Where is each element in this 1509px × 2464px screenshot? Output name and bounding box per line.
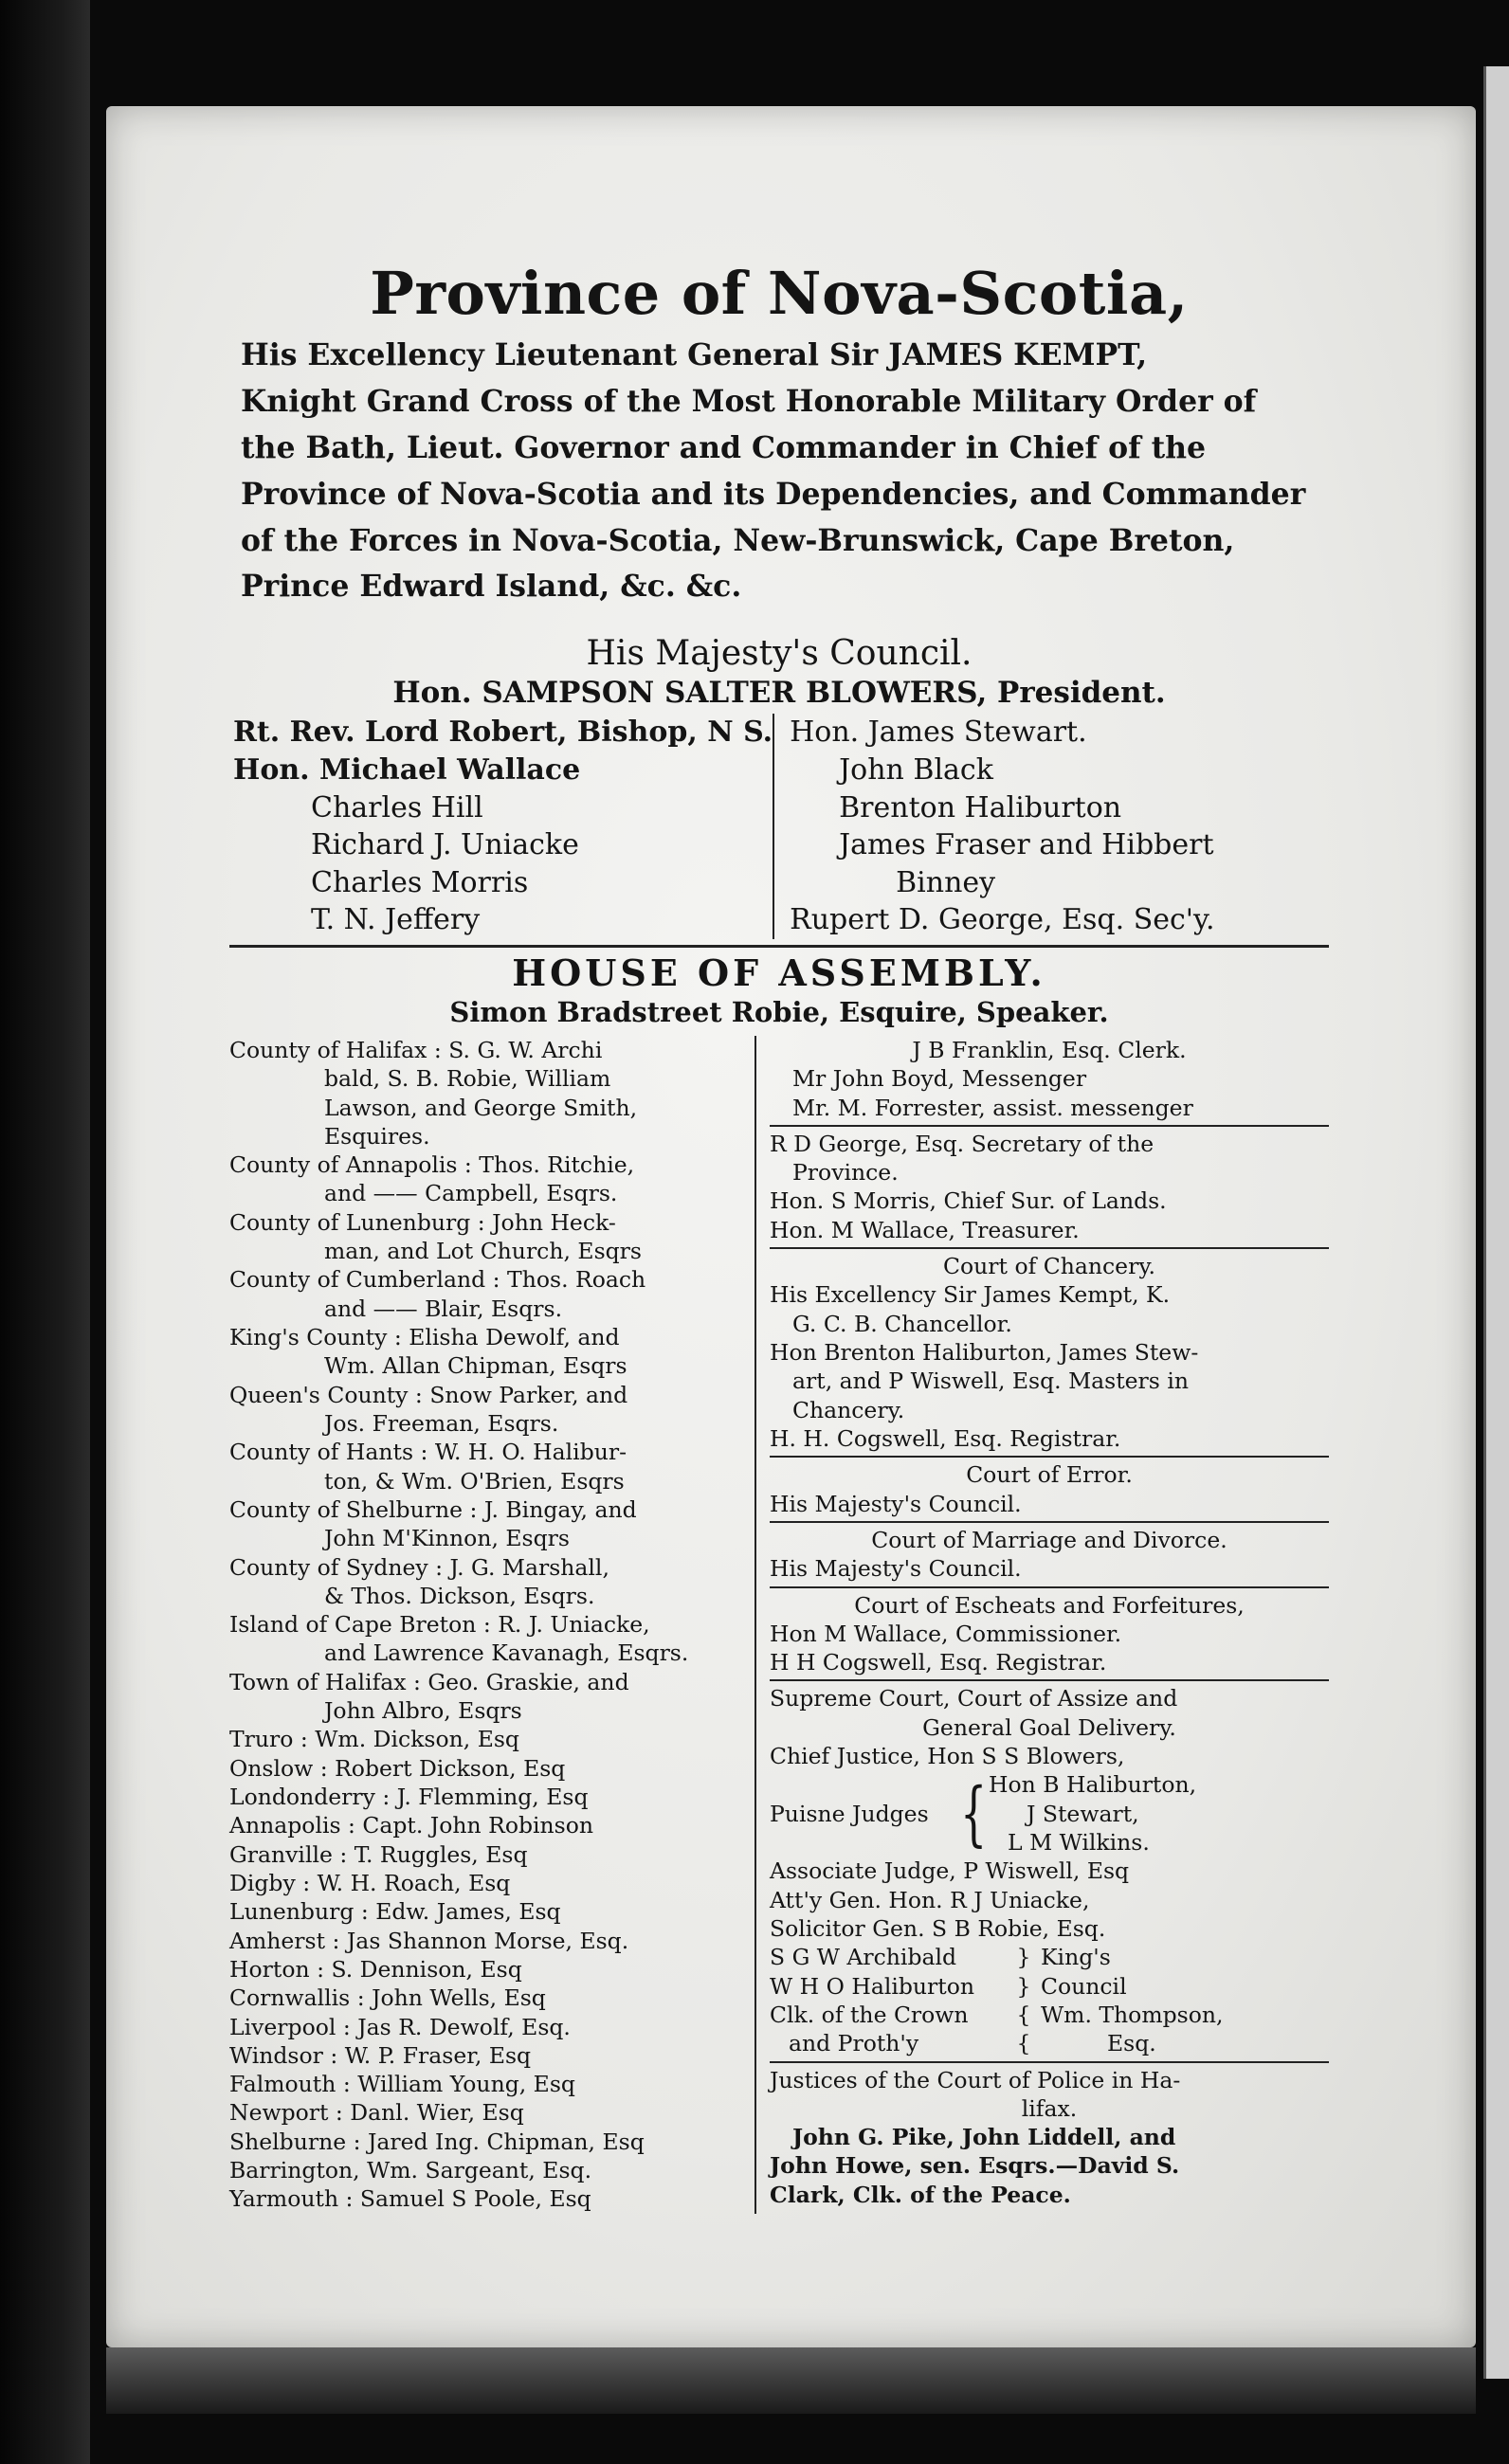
section-divider bbox=[229, 945, 1329, 948]
council-right-column bbox=[773, 714, 1329, 939]
member-line-continued: Wm. Allan Chipman, Esqrs bbox=[324, 1352, 627, 1380]
member-line: County of Cumberland : Thos. Roach bbox=[229, 1266, 646, 1294]
council-title: His Majesty's Council. bbox=[586, 634, 973, 674]
member-line: Newport : Danl. Wier, Esq bbox=[229, 2099, 524, 2127]
assembly-member-entry bbox=[229, 1725, 743, 1753]
member-line: County of Shelburne : J. Bingay, and bbox=[229, 1495, 637, 1523]
page-title: Province of Nova-Scotia, bbox=[370, 259, 1189, 328]
member-line: Queen's County : Snow Parker, and bbox=[229, 1381, 628, 1408]
officers-column bbox=[754, 1036, 1329, 2214]
member-line-continued: John M'Kinnon, Esqrs bbox=[324, 1525, 570, 1552]
officer-line: Att'y Gen. Hon. R J Uniacke, bbox=[770, 1886, 1090, 1913]
officer-line: Solicitor Gen. S B Robie, Esq. bbox=[770, 1914, 1106, 1942]
member-line: Barrington, Wm. Sargeant, Esq. bbox=[229, 2157, 592, 2184]
member-line: Onslow : Robert Dickson, Esq bbox=[229, 1754, 566, 1782]
court-title: lifax. bbox=[1021, 2094, 1078, 2122]
council-member: Charles Hill bbox=[311, 790, 483, 824]
divider bbox=[770, 1125, 1329, 1127]
member-line: Annapolis : Capt. John Robinson bbox=[229, 1812, 593, 1839]
row-left: and Proth'y bbox=[789, 2030, 919, 2057]
member-line: King's County : Elisha Dewolf, and bbox=[229, 1324, 620, 1351]
officer-line: H. H. Cogswell, Esq. Registrar. bbox=[770, 1424, 1121, 1452]
assembly-members-column bbox=[229, 1036, 754, 2214]
divider bbox=[770, 1456, 1329, 1458]
member-line: County of Lunenburg : John Heck- bbox=[229, 1208, 616, 1236]
member-line: Cornwallis : John Wells, Esq bbox=[229, 1984, 546, 2012]
officer-line: Province. bbox=[792, 1159, 899, 1187]
officer-line: Hon M Wallace, Commissioner. bbox=[770, 1620, 1122, 1647]
row-brace: { bbox=[1016, 2030, 1031, 2057]
member-line-continued: John Albro, Esqrs bbox=[324, 1697, 522, 1725]
member-line-continued: and Lawrence Kavanagh, Esqrs. bbox=[324, 1640, 689, 1667]
document-page bbox=[106, 106, 1476, 2347]
court-title: Supreme Court, Court of Assize and bbox=[770, 1685, 1178, 1712]
member-line: Town of Halifax : Geo. Graskie, and bbox=[229, 1668, 629, 1695]
officer-line: His Majesty's Council. bbox=[770, 1490, 1022, 1517]
divider bbox=[770, 1247, 1329, 1249]
council-member: Hon. James Stewart. bbox=[790, 716, 1087, 750]
governor-line: Knight Grand Cross of the Most Honorable Military Order of bbox=[241, 384, 1257, 420]
kings-council-row bbox=[770, 1943, 1329, 1971]
assembly-member-entry bbox=[229, 1036, 743, 1150]
officer-line: Clark, Clk. of the Peace. bbox=[770, 2181, 1071, 2208]
divider bbox=[770, 1521, 1329, 1523]
page-content bbox=[229, 260, 1329, 2214]
row-right: Esq. bbox=[1107, 2030, 1156, 2057]
member-line-continued: man, and Lot Church, Esqrs bbox=[324, 1238, 642, 1265]
officer-line: Associate Judge, P Wiswell, Esq bbox=[770, 1857, 1130, 1885]
crown-clerk-row bbox=[770, 2001, 1329, 2029]
governor-line: Province of Nova-Scotia and its Dependencies, and Commander bbox=[241, 476, 1306, 512]
member-line: County of Halifax : S. G. W. Archi bbox=[229, 1036, 603, 1063]
assembly-member-entry bbox=[229, 2070, 743, 2098]
assembly-member-entry bbox=[229, 2098, 743, 2127]
assembly-member-entry bbox=[229, 1783, 743, 1811]
assembly-member-entry bbox=[229, 2041, 743, 2070]
member-line-continued: bald, S. B. Robie, William bbox=[324, 1065, 611, 1093]
member-line-continued: and —— Blair, Esqrs. bbox=[324, 1295, 563, 1322]
row-right: Wm. Thompson, bbox=[1041, 2001, 1224, 2028]
council-member: Brenton Haliburton bbox=[839, 790, 1122, 824]
row-left: S G W Archibald bbox=[770, 1944, 957, 1971]
member-line: County of Hants : W. H. O. Halibur- bbox=[229, 1439, 627, 1466]
officer-line: His Excellency Sir James Kempt, K. bbox=[770, 1281, 1171, 1309]
council-member: Rupert D. George, Esq. Sec'y. bbox=[790, 903, 1215, 937]
council-member: John Black bbox=[839, 752, 993, 787]
council-president: Hon. SAMPSON SALTER BLOWERS, President. bbox=[392, 676, 1166, 711]
officer-line: R D George, Esq. Secretary of the bbox=[770, 1130, 1154, 1157]
council-left-column bbox=[229, 714, 773, 939]
officer-line: H H Cogswell, Esq. Registrar. bbox=[770, 1649, 1107, 1676]
assembly-member-entry bbox=[229, 1840, 743, 1869]
member-line: Shelburne : Jared Ing. Chipman, Esq bbox=[229, 2128, 645, 2155]
member-line: Island of Cape Breton : R. J. Uniacke, bbox=[229, 1611, 650, 1639]
member-line-continued: Esquires. bbox=[324, 1122, 430, 1150]
council-member: Charles Morris bbox=[311, 865, 529, 899]
assembly-member-entry bbox=[229, 1150, 743, 1208]
crown-clerk-row bbox=[770, 2029, 1329, 2057]
officer-line: Mr John Boyd, Messenger bbox=[792, 1065, 1087, 1093]
row-brace: } bbox=[1016, 1972, 1031, 2000]
assembly-listing bbox=[229, 1036, 1329, 2214]
assembly-speaker: Simon Bradstreet Robie, Esquire, Speaker. bbox=[449, 995, 1109, 1028]
assembly-title: HOUSE OF ASSEMBLY. bbox=[512, 951, 1046, 994]
assembly-member-entry bbox=[229, 1381, 743, 1439]
assembly-member-entry bbox=[229, 1984, 743, 2012]
assembly-member-entry bbox=[229, 1438, 743, 1495]
puisne-list bbox=[983, 1770, 1196, 1857]
book-spine bbox=[0, 0, 90, 2464]
assembly-member-entry bbox=[229, 1323, 743, 1381]
member-line: Londonderry : J. Flemming, Esq bbox=[229, 1784, 589, 1811]
officer-line: Chancery. bbox=[792, 1396, 905, 1423]
divider bbox=[770, 1679, 1329, 1681]
court-title: Justices of the Court of Police in Ha- bbox=[770, 2066, 1181, 2093]
divider bbox=[770, 2061, 1329, 2063]
member-line: Horton : S. Dennison, Esq bbox=[229, 1955, 522, 1983]
assembly-member-entry bbox=[229, 2013, 743, 2041]
officer-line: Chief Justice, Hon S S Blowers, bbox=[770, 1743, 1125, 1770]
kings-council-row bbox=[770, 1972, 1329, 2001]
member-line: Granville : T. Ruggles, Esq bbox=[229, 1840, 528, 1868]
governor-paragraph bbox=[241, 333, 1329, 610]
puisne-judges bbox=[770, 1770, 1329, 1857]
member-line-continued: & Thos. Dickson, Esqrs. bbox=[324, 1582, 595, 1609]
officer-line: His Majesty's Council. bbox=[770, 1555, 1022, 1583]
assembly-member-entry bbox=[229, 1553, 743, 1611]
assembly-member-entry bbox=[229, 1495, 743, 1553]
court-title: Court of Chancery. bbox=[943, 1253, 1155, 1280]
assembly-member-entry bbox=[229, 1869, 743, 1897]
member-line: Amherst : Jas Shannon Morse, Esq. bbox=[229, 1927, 629, 1954]
member-line: Falmouth : William Young, Esq bbox=[229, 2071, 575, 2098]
member-line-continued: Lawson, and George Smith, bbox=[324, 1094, 638, 1121]
brace-glyph: { bbox=[960, 1772, 988, 1855]
officer-line: Hon Brenton Haliburton, James Stew- bbox=[770, 1339, 1199, 1367]
row-right: Council bbox=[1041, 1972, 1127, 2000]
member-line: Lunenburg : Edw. James, Esq bbox=[229, 1898, 561, 1926]
governor-line: of the Forces in Nova-Scotia, New-Brunswick, Cape Breton, bbox=[241, 522, 1235, 558]
council-members bbox=[229, 714, 1329, 939]
assembly-member-entry bbox=[229, 2128, 743, 2156]
row-right: King's bbox=[1041, 1944, 1111, 1971]
row-brace: { bbox=[1016, 2001, 1031, 2028]
officer-line: John G. Pike, John Liddell, and bbox=[792, 2124, 1176, 2151]
governor-line: the Bath, Lieut. Governor and Commander in Chief of the bbox=[241, 429, 1207, 465]
council-member: Richard J. Uniacke bbox=[311, 828, 579, 862]
judge-name: J Stewart, bbox=[1027, 1800, 1139, 1827]
assembly-member-entry bbox=[229, 2184, 743, 2213]
row-left: W H O Haliburton bbox=[770, 1972, 974, 2000]
assembly-member-entry bbox=[229, 1927, 743, 1955]
member-line: Digby : W. H. Roach, Esq bbox=[229, 1869, 511, 1896]
court-title: Court of Marriage and Divorce. bbox=[871, 1526, 1227, 1553]
judge-name: Hon B Haliburton, bbox=[989, 1771, 1197, 1799]
officer-line: Hon. M Wallace, Treasurer. bbox=[770, 1216, 1080, 1243]
council-member: Hon. Michael Wallace bbox=[233, 752, 581, 787]
officer-line: Mr. M. Forrester, assist. messenger bbox=[792, 1094, 1193, 1121]
assembly-member-entry bbox=[229, 1897, 743, 1926]
member-line-continued: ton, & Wm. O'Brien, Esqrs bbox=[324, 1467, 625, 1495]
officer-line: Hon. S Morris, Chief Sur. of Lands. bbox=[770, 1187, 1167, 1215]
council-member: T. N. Jeffery bbox=[311, 903, 481, 937]
assembly-member-entry bbox=[229, 1955, 743, 1984]
member-line: Windsor : W. P. Fraser, Esq bbox=[229, 2041, 532, 2069]
assembly-member-entry bbox=[229, 1610, 743, 1668]
assembly-member-entry bbox=[229, 1265, 743, 1323]
officer-line: art, and P Wiswell, Esq. Masters in bbox=[792, 1368, 1189, 1395]
facing-page-edge bbox=[1483, 66, 1509, 2379]
court-title: General Goal Delivery. bbox=[922, 1713, 1176, 1741]
governor-line: Prince Edward Island, &c. &c. bbox=[241, 569, 742, 605]
member-line: County of Annapolis : Thos. Ritchie, bbox=[229, 1151, 635, 1179]
divider bbox=[770, 1586, 1329, 1588]
officer-line: G. C. B. Chancellor. bbox=[792, 1310, 1012, 1337]
council-member: Binney bbox=[896, 865, 996, 899]
member-line-continued: Jos. Freeman, Esqrs. bbox=[324, 1409, 559, 1437]
officer-line: John Howe, sen. Esqrs.—David S. bbox=[770, 2152, 1180, 2180]
puisne-label: Puisne Judges bbox=[770, 1800, 929, 1827]
governor-line: His Excellency Lieutenant General Sir JAMES KEMPT, bbox=[241, 337, 1148, 373]
row-left: Clk. of the Crown bbox=[770, 2001, 969, 2028]
council-member: James Fraser and Hibbert bbox=[839, 828, 1214, 862]
assembly-member-entry bbox=[229, 1811, 743, 1839]
assembly-member-entry bbox=[229, 1208, 743, 1266]
member-line: Liverpool : Jas R. Dewolf, Esq. bbox=[229, 2013, 571, 2040]
court-title: Court of Error. bbox=[966, 1461, 1133, 1489]
member-line: County of Sydney : J. G. Marshall, bbox=[229, 1553, 609, 1581]
assembly-member-entry bbox=[229, 1668, 743, 1726]
row-brace: } bbox=[1016, 1944, 1031, 1971]
member-line: Yarmouth : Samuel S Poole, Esq bbox=[229, 2185, 591, 2213]
council-member: Rt. Rev. Lord Robert, Bishop, N S. bbox=[233, 716, 773, 750]
member-line: Truro : Wm. Dickson, Esq bbox=[229, 1726, 519, 1753]
assembly-member-entry bbox=[229, 1754, 743, 1783]
assembly-member-entry bbox=[229, 2156, 743, 2184]
member-line-continued: and —— Campbell, Esqrs. bbox=[324, 1180, 618, 1207]
court-title: Court of Escheats and Forfeitures, bbox=[854, 1591, 1245, 1619]
judge-name: L M Wilkins. bbox=[1008, 1829, 1150, 1857]
officer-line: J B Franklin, Esq. Clerk. bbox=[912, 1036, 1187, 1063]
